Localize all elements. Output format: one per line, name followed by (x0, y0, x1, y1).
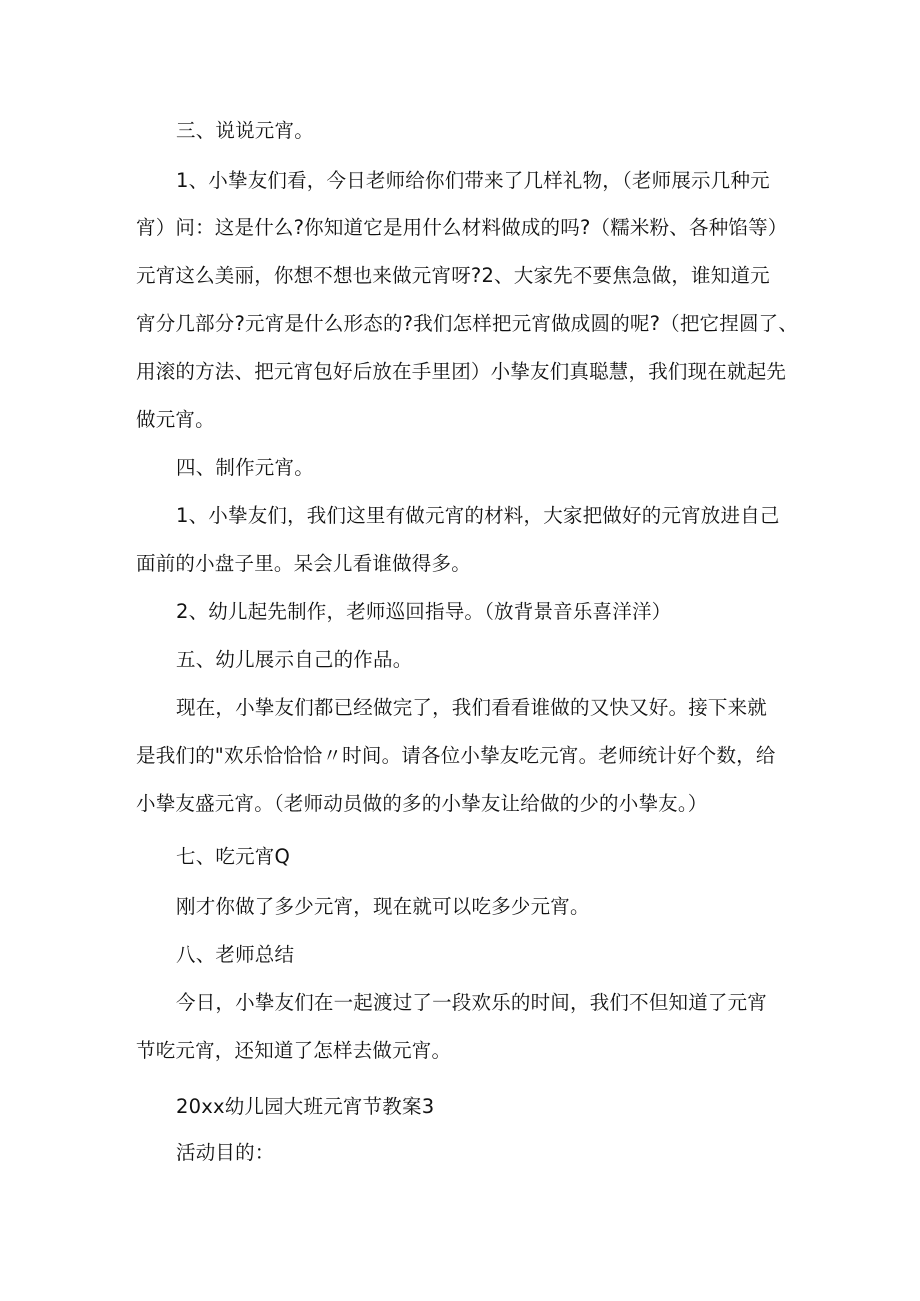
paragraph-line: 是我们的"欢乐恰恰恰〃时间。请各位小挚友吃元宵。老师统计好个数，给 (136, 744, 776, 767)
paragraph-line: 宵）问：这是什么?你知道它是用什么材料做成的吗?（糯米粉、各种馅等） (136, 216, 788, 239)
section-heading-8: 八、老师总结 (176, 943, 295, 966)
paragraph-line: 宵分几部分?元宵是什么形态的?我们怎样把元宵做成圆的呢?（把它捏圆了、 (136, 312, 799, 335)
section-heading-7: 七、吃元宵Q (176, 845, 291, 868)
paragraph-line: 做元宵。 (136, 408, 215, 431)
paragraph-line: 1、小挚友们看，今日老师给你们带来了几样礼物，（老师展示几种元 (176, 169, 770, 192)
paragraph-line: 现在，小挚友们都已经做完了，我们看看谁做的又快又好。接下来就 (176, 696, 768, 719)
paragraph-line: 小挚友盛元宵。（老师动员做的多的小挚友让给做的少的小挚友。） (136, 792, 708, 815)
paragraph-line: 节吃元宵，还知道了怎样去做元宵。 (136, 1039, 452, 1062)
document-subtitle: 20xx幼儿园大班元宵节教案3 (176, 1095, 435, 1118)
paragraph-line: 刚才你做了多少元宵，现在就可以吃多少元宵。 (176, 895, 590, 918)
section-heading-3: 三、说说元宵。 (176, 119, 314, 142)
paragraph-line: 2、幼儿起先制作，老师巡回指导。（放背景音乐喜洋洋） (176, 600, 672, 623)
section-heading-5: 五、幼儿展示自己的作品。 (176, 648, 413, 671)
paragraph-line: 元宵这么美丽，你想不想也来做元宵呀?2、大家先不要焦急做，谁知道元 (136, 264, 770, 287)
paragraph-line: 用滚的方法、把元宵包好后放在手里团）小挚友们真聪慧，我们现在就起先 (136, 360, 787, 383)
paragraph-line: 今日，小挚友们在一起渡过了一段欢乐的时间，我们不但知道了元宵 (176, 991, 768, 1014)
paragraph-line: 1、小挚友们，我们这里有做元宵的材料，大家把做好的元宵放进自己 (176, 504, 780, 527)
section-label: 活动目的： (176, 1141, 275, 1164)
paragraph-line: 面前的小盘子里。呆会儿看谁做得多。 (136, 552, 471, 575)
section-heading-4: 四、制作元宵。 (176, 456, 314, 479)
